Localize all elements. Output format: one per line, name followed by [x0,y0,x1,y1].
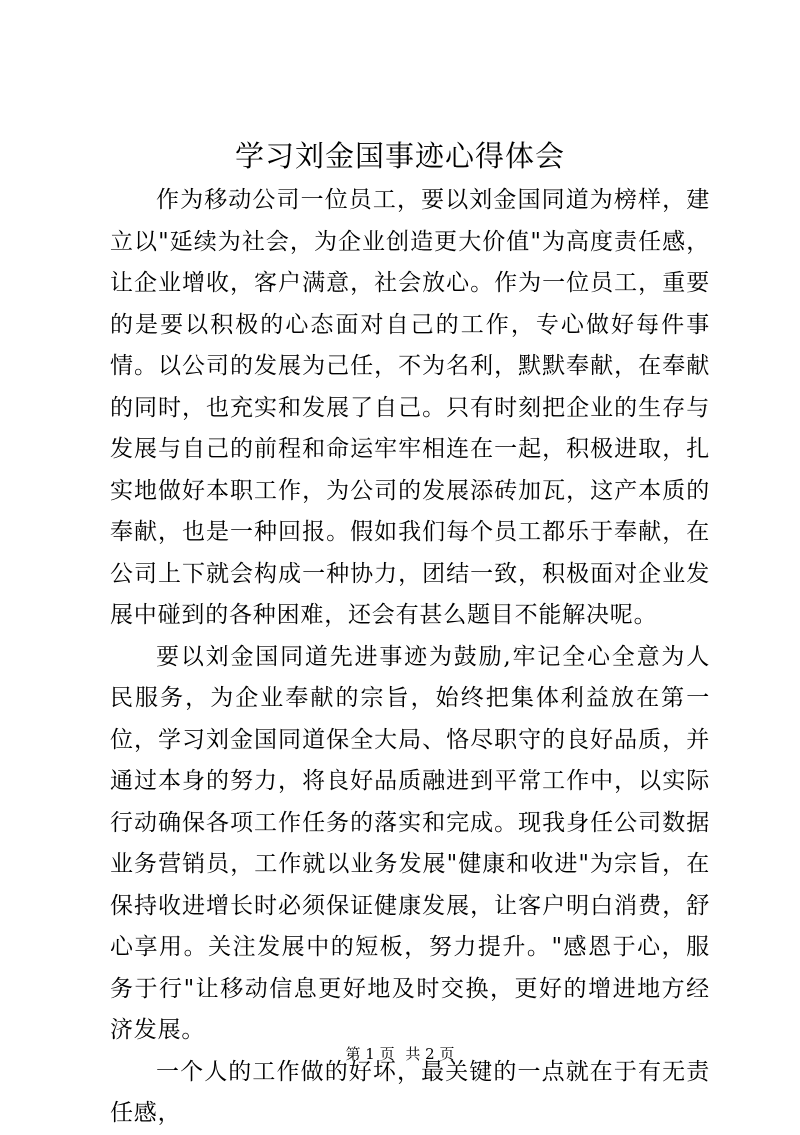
paragraph-3: 一个人的工作做的好坏，最关键的一点就在于有无责任感， [110,1058,710,1126]
page-footer [0,1044,800,1064]
paragraph-2: 要以刘金国同道先进事迹为鼓励,牢记全心全意为人民服务，为企业奉献的宗旨，始终把集体利益放在第一位，学习刘金国同道保全大局、恪尽职守的良好品质，并通过本身的努力，将良好品质融进到平常工作中，以实际行动确保各项工作任务的落实和完成。现我身任公司数据业务营销员，工作就以业务发展"健康和收进"为宗旨，在保持收进增长时必须保证健康发展，让客户明白消费，舒心享用。关注发展中的短板，努力提升。"感恩于心，服务于行"让移动信息更好地及时交换，更好的增进地方经济发展。 [110,643,710,1043]
paragraph-1: 作为移动公司一位员工，要以刘金国同道为榜样，建立以"延续为社会，为企业创造更大价值"为高度责任感，让企业增收，客户满意，社会放心。作为一位员工，重要的是要以积极的心态面对自己的工作，专心做好每件事情。以公司的发展为己任，不为名利，默默奉献，在奉献的同时，也充实和发展了自己。只有时刻把企业的生存与发展与自己的前程和命运牢牢相连在一起，积极进取，扎实地做好本职工作，为公司的发展添砖加瓦，这产本质的奉献，也是一种回报。假如我们每个员工都乐于奉献，在公司上下就会构成一种协力，团结一致，积极面对企业发展中碰到的各种困难，还会有甚么题目不能解决呢。 [110,187,710,628]
page-number: 第 1 页 [345,1045,395,1063]
page-title: 学习刘金国事迹心得体会 [234,139,565,173]
document-body [110,180,710,1135]
page-total: 共 2 页 [405,1045,455,1063]
